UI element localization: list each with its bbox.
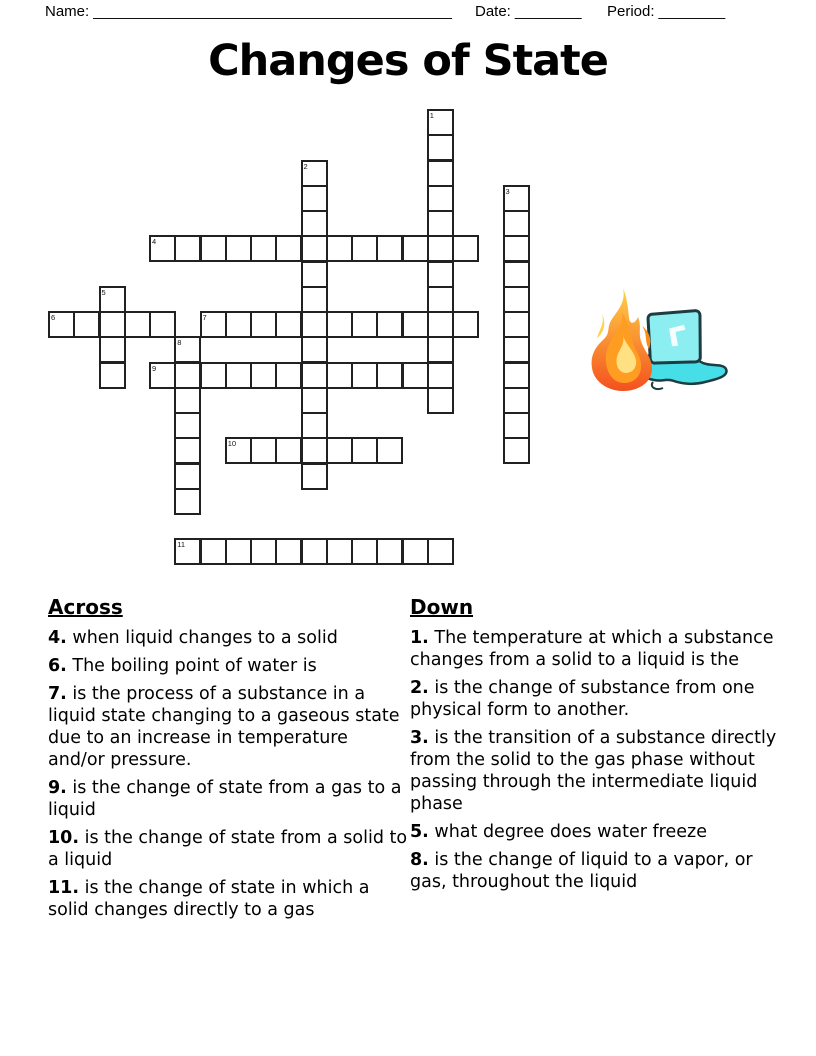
grid-cell bbox=[73, 311, 100, 338]
grid-cell bbox=[174, 412, 201, 439]
grid-cell bbox=[99, 311, 126, 338]
grid-cell bbox=[250, 235, 277, 262]
grid-cell bbox=[200, 235, 227, 262]
across-clues-section bbox=[48, 595, 410, 927]
grid-cell bbox=[503, 362, 530, 389]
crossword-grid bbox=[48, 109, 532, 567]
grid-cell bbox=[402, 311, 429, 338]
grid-cell bbox=[503, 210, 530, 237]
clue-number: 6. bbox=[48, 656, 67, 676]
grid-cell bbox=[301, 185, 328, 212]
grid-cell bbox=[174, 387, 201, 414]
grid-cell bbox=[275, 362, 302, 389]
period-blank-line: ________ bbox=[658, 3, 726, 20]
grid-cell bbox=[402, 362, 429, 389]
grid-cell bbox=[376, 362, 403, 389]
clue-number: 4. bbox=[48, 628, 67, 648]
across-heading: Across bbox=[48, 595, 123, 619]
clue-text: is the change of state from a gas to a liquid bbox=[48, 778, 402, 820]
clue-item bbox=[410, 727, 778, 815]
clue-item bbox=[48, 683, 410, 771]
grid-cell bbox=[503, 286, 530, 313]
grid-cell bbox=[301, 235, 328, 262]
clue-item bbox=[410, 849, 778, 893]
grid-cell bbox=[503, 261, 530, 288]
grid-cell bbox=[174, 538, 201, 565]
grid-cell bbox=[452, 311, 479, 338]
grid-cell-number: 2 bbox=[303, 161, 308, 171]
clue-text: what degree does water freeze bbox=[428, 822, 707, 842]
period-label: Period: bbox=[607, 3, 655, 20]
grid-cell bbox=[301, 160, 328, 187]
clue-number: 7. bbox=[48, 684, 67, 704]
clue-text: is the change of state from a solid to a liquid bbox=[48, 828, 408, 870]
grid-cell bbox=[301, 387, 328, 414]
grid-cell bbox=[427, 160, 454, 187]
clue-item bbox=[48, 877, 410, 921]
grid-cell bbox=[301, 311, 328, 338]
grid-cell bbox=[225, 538, 252, 565]
grid-cell bbox=[376, 235, 403, 262]
clue-text: is the change of liquid to a vapor, or gas, throughout the liquid bbox=[410, 850, 753, 892]
puddle-ripple bbox=[652, 382, 663, 389]
clue-text: The temperature at which a substance changes from a solid to a liquid is the bbox=[410, 628, 774, 670]
grid-cell bbox=[301, 463, 328, 490]
grid-cell bbox=[427, 387, 454, 414]
ice-cube-icon bbox=[646, 309, 705, 366]
clue-text: is the transition of a substance directly from the solid to the gas phase without passing through the intermediate liquid phase bbox=[410, 728, 777, 814]
clue-item bbox=[48, 777, 410, 821]
grid-cell bbox=[174, 437, 201, 464]
down-clues-section bbox=[410, 595, 778, 899]
grid-cell bbox=[174, 336, 201, 363]
period-field bbox=[607, 3, 725, 20]
grid-cell bbox=[301, 412, 328, 439]
grid-cell bbox=[427, 336, 454, 363]
grid-cell bbox=[326, 538, 353, 565]
name-label: Name: bbox=[45, 3, 90, 20]
grid-cell bbox=[250, 311, 277, 338]
grid-cell bbox=[326, 311, 353, 338]
grid-cell bbox=[503, 235, 530, 262]
grid-cell bbox=[376, 437, 403, 464]
date-label: Date: bbox=[475, 3, 511, 20]
grid-cell bbox=[200, 311, 227, 338]
grid-cell bbox=[174, 463, 201, 490]
grid-cell bbox=[427, 210, 454, 237]
grid-cell bbox=[376, 538, 403, 565]
grid-cell bbox=[326, 235, 353, 262]
grid-cell bbox=[427, 286, 454, 313]
grid-cell-number: 7 bbox=[202, 313, 207, 322]
grid-cell bbox=[301, 261, 328, 288]
clue-number: 9. bbox=[48, 778, 67, 798]
grid-cell-number: 6 bbox=[51, 313, 56, 322]
down-heading: Down bbox=[410, 595, 474, 619]
grid-cell bbox=[402, 538, 429, 565]
grid-cell bbox=[427, 134, 454, 161]
grid-cell bbox=[351, 538, 378, 565]
clue-number: 3. bbox=[410, 728, 429, 748]
grid-cell bbox=[149, 362, 176, 389]
grid-cell-number: 4 bbox=[152, 237, 157, 247]
grid-cell bbox=[503, 412, 530, 439]
grid-cell bbox=[427, 362, 454, 389]
grid-cell bbox=[301, 286, 328, 313]
grid-cell bbox=[48, 311, 75, 338]
grid-cell bbox=[174, 362, 201, 389]
clue-item bbox=[410, 627, 778, 671]
grid-cell bbox=[301, 336, 328, 363]
grid-cell bbox=[200, 538, 227, 565]
grid-cell bbox=[351, 235, 378, 262]
across-clue-list bbox=[48, 627, 410, 921]
clue-number: 8. bbox=[410, 850, 429, 870]
grid-cell bbox=[427, 185, 454, 212]
grid-cell-number: 11 bbox=[177, 540, 186, 550]
grid-cell bbox=[503, 311, 530, 338]
grid-cell bbox=[275, 311, 302, 338]
grid-cell bbox=[503, 387, 530, 414]
grid-cell bbox=[275, 538, 302, 565]
grid-cell bbox=[149, 235, 176, 262]
grid-cell bbox=[99, 336, 126, 363]
grid-cell-number: 8 bbox=[177, 338, 182, 348]
clue-number: 5. bbox=[410, 822, 429, 842]
grid-cell bbox=[376, 311, 403, 338]
flame-icon bbox=[592, 288, 652, 391]
grid-cell bbox=[301, 437, 328, 464]
grid-cell bbox=[427, 109, 454, 136]
grid-cell bbox=[250, 362, 277, 389]
grid-cell bbox=[452, 235, 479, 262]
grid-cell bbox=[250, 538, 277, 565]
grid-cell-number: 10 bbox=[227, 439, 237, 449]
date-field bbox=[475, 3, 582, 20]
grid-cell bbox=[275, 437, 302, 464]
clue-text: is the change of substance from one physical form to another. bbox=[410, 678, 755, 720]
grid-cell bbox=[427, 311, 454, 338]
grid-cell bbox=[301, 210, 328, 237]
grid-cell-number: 5 bbox=[101, 287, 106, 297]
grid-cell bbox=[200, 362, 227, 389]
grid-cell bbox=[225, 235, 252, 262]
date-blank-line: ________ bbox=[514, 3, 582, 20]
clue-item bbox=[410, 821, 778, 843]
clue-item bbox=[48, 827, 410, 871]
grid-cell bbox=[402, 235, 429, 262]
grid-cell bbox=[351, 311, 378, 338]
clue-number: 11. bbox=[48, 878, 80, 898]
grid-cell bbox=[225, 437, 252, 464]
grid-cell bbox=[275, 235, 302, 262]
grid-cell bbox=[503, 185, 530, 212]
fire-and-ice-illustration bbox=[578, 284, 738, 394]
grid-cell bbox=[351, 437, 378, 464]
grid-cell bbox=[225, 362, 252, 389]
clue-number: 10. bbox=[48, 828, 80, 848]
grid-cell bbox=[174, 235, 201, 262]
grid-cell bbox=[250, 437, 277, 464]
clue-number: 2. bbox=[410, 678, 429, 698]
grid-cell-number: 1 bbox=[429, 111, 434, 120]
grid-cell-number: 9 bbox=[152, 363, 157, 373]
grid-cell bbox=[326, 437, 353, 464]
grid-cell bbox=[301, 362, 328, 389]
clue-item bbox=[48, 655, 410, 677]
clue-item bbox=[48, 627, 410, 649]
clue-item bbox=[410, 677, 778, 721]
grid-cell bbox=[351, 362, 378, 389]
grid-cell bbox=[503, 336, 530, 363]
clue-number: 1. bbox=[410, 628, 429, 648]
grid-cell bbox=[149, 311, 176, 338]
fire-and-ice-svg bbox=[578, 284, 738, 394]
name-blank-line: ___________________________________________ bbox=[93, 3, 452, 20]
grid-cell bbox=[427, 235, 454, 262]
clue-text: The boiling point of water is bbox=[66, 656, 317, 676]
grid-cell bbox=[326, 362, 353, 389]
grid-cell bbox=[301, 538, 328, 565]
grid-cell bbox=[427, 538, 454, 565]
grid-cell bbox=[503, 437, 530, 464]
down-clue-list bbox=[410, 627, 778, 893]
grid-cell bbox=[225, 311, 252, 338]
name-field bbox=[45, 3, 452, 20]
clue-text: is the process of a substance in a liquid state changing to a gaseous state due to an increase in temperature and/or pressure. bbox=[48, 684, 400, 770]
grid-cell bbox=[99, 362, 126, 389]
clue-text: is the change of state in which a solid changes directly to a gas bbox=[48, 878, 370, 920]
page-title: Changes of State bbox=[208, 36, 608, 86]
grid-cell bbox=[174, 488, 201, 515]
grid-cell bbox=[427, 261, 454, 288]
grid-cell bbox=[124, 311, 151, 338]
grid-cell-number: 3 bbox=[505, 186, 510, 196]
flame-left-tongue bbox=[597, 314, 604, 338]
grid-cell bbox=[99, 286, 126, 313]
clue-text: when liquid changes to a solid bbox=[66, 628, 338, 648]
